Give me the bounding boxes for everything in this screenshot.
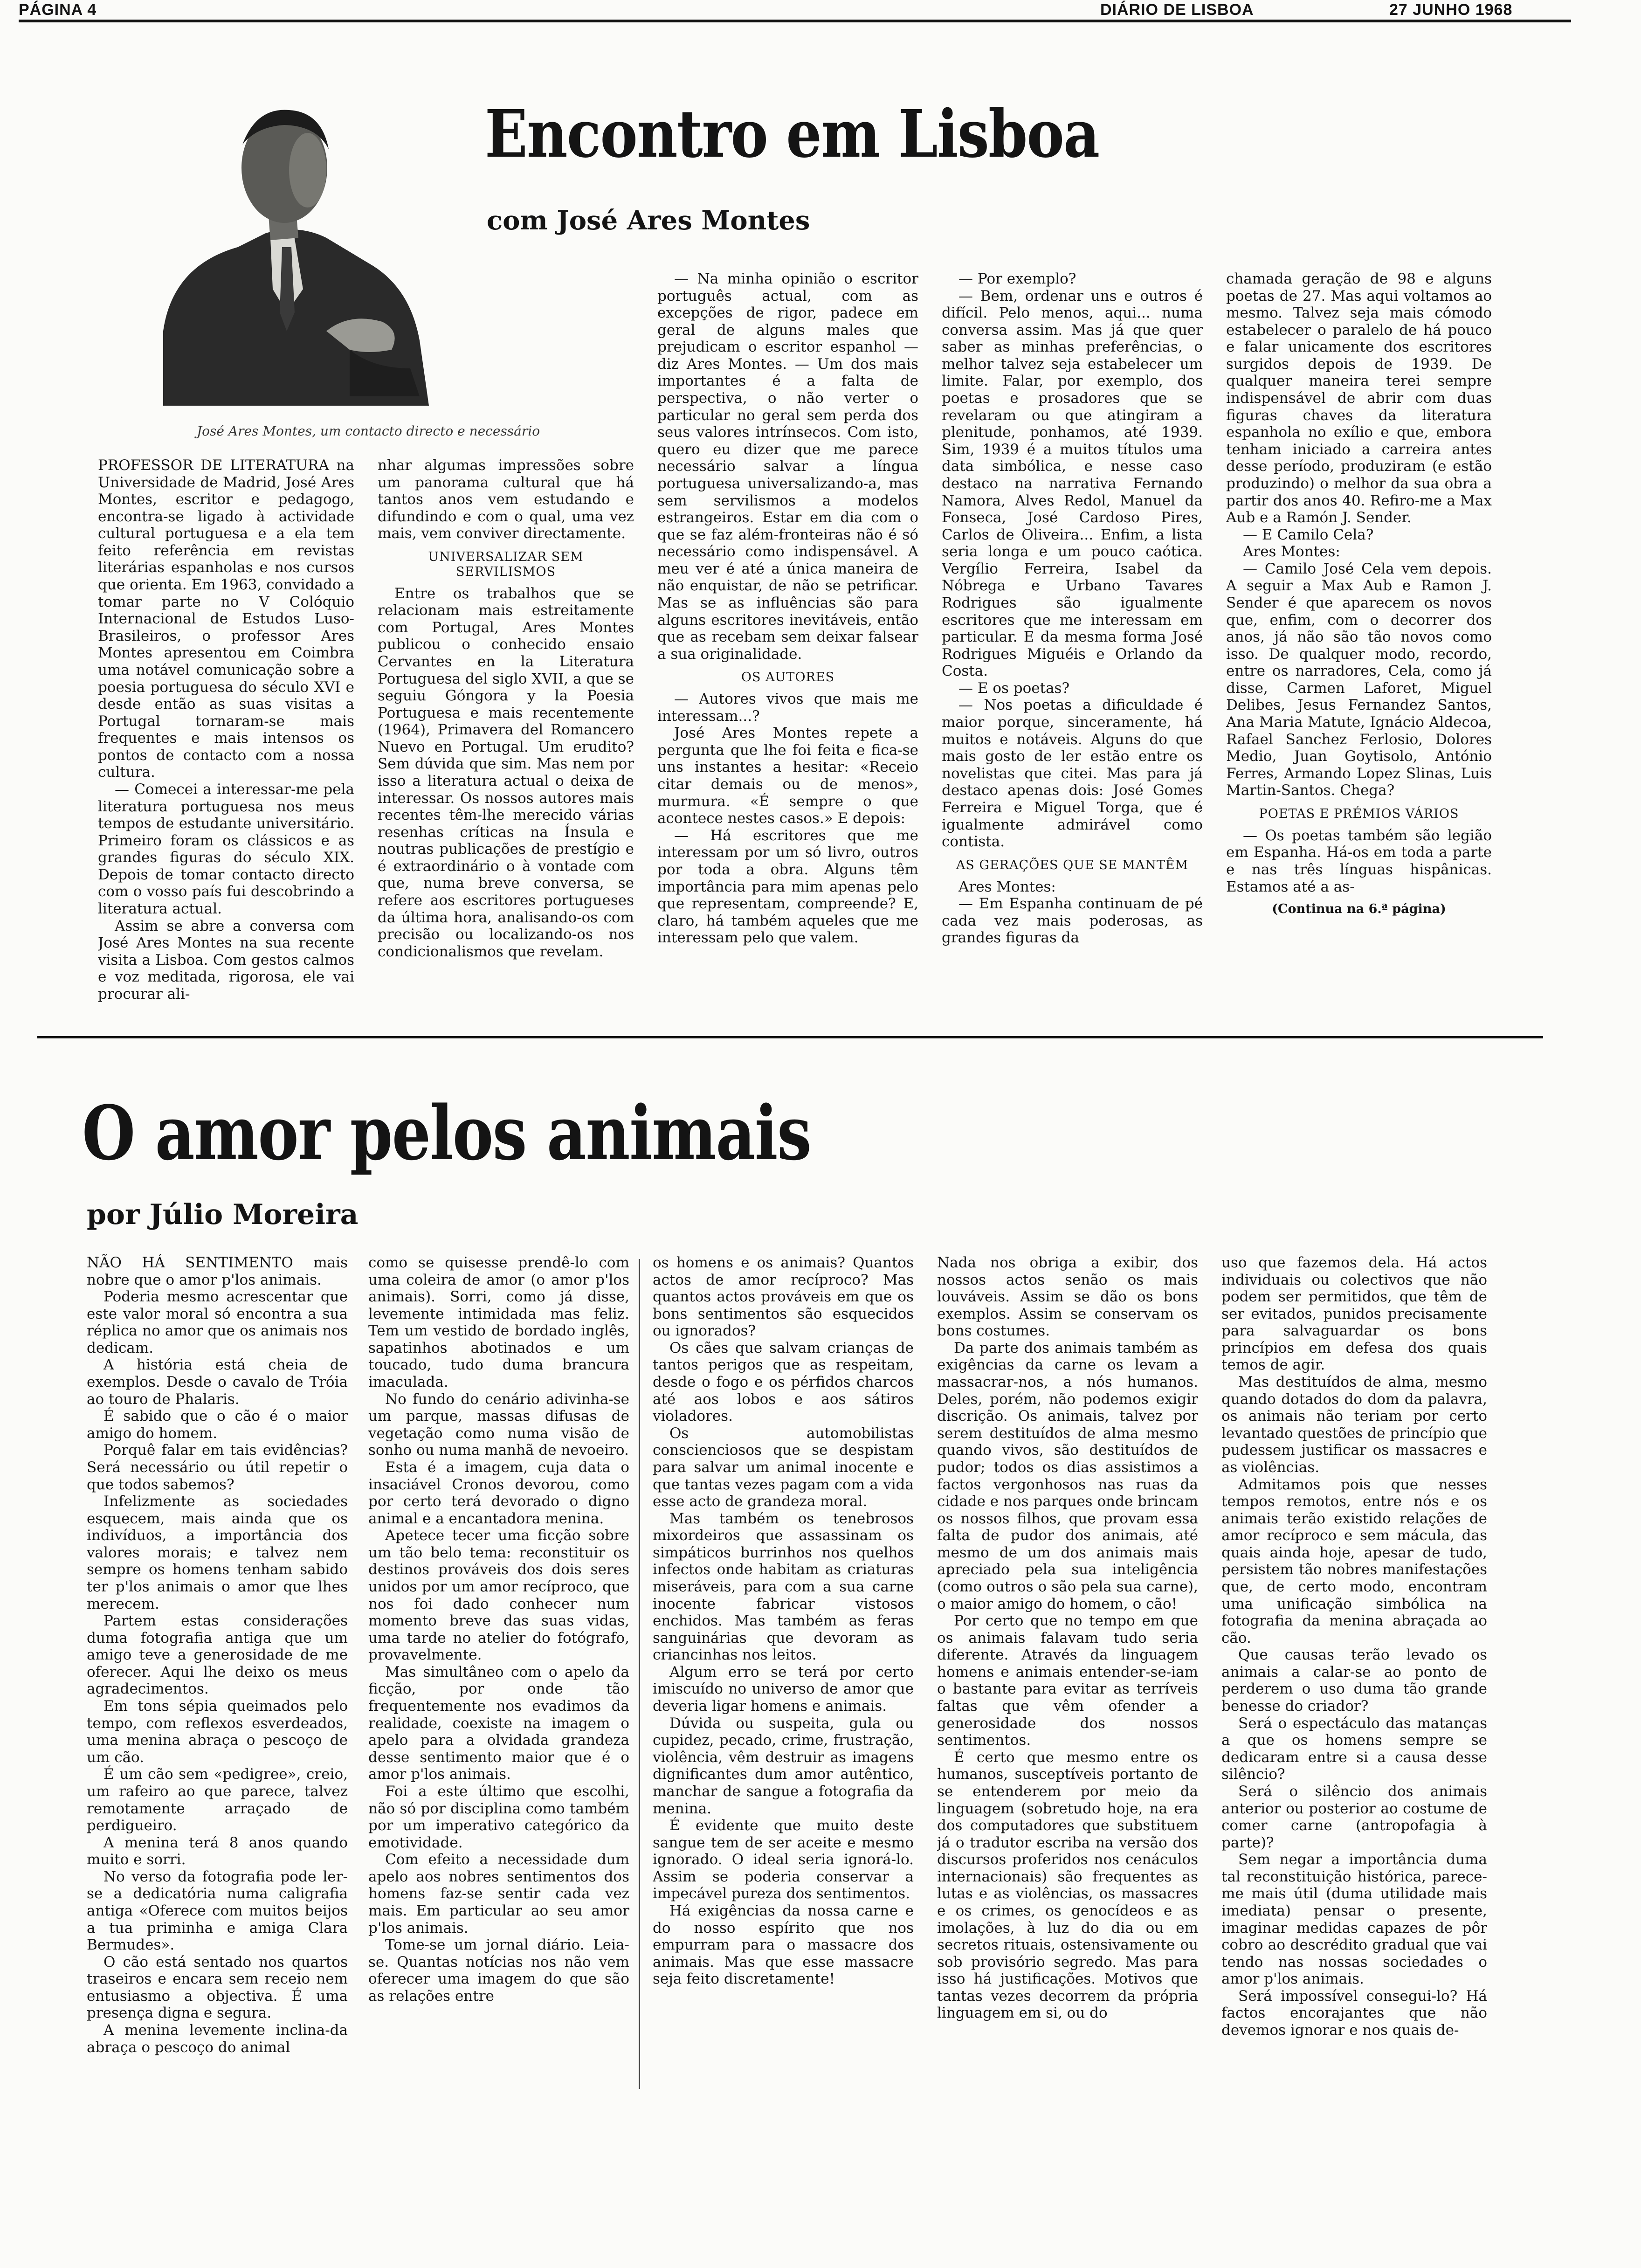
photo-caption: José Ares Montes, um contacto directo e necessário — [196, 423, 540, 439]
section-heading: OS AUTORES — [741, 670, 835, 685]
article2-paragraph: É um cão sem «pedigree», creio, um rafeiro ao que parece, talvez remotamente arraçado de perdigueiro. — [87, 1766, 348, 1834]
article2-paragraph: NÃO HÁ SENTIMENTO mais nobre que o amor p'los animais. — [87, 1254, 348, 1288]
article1-paragraph: — Os poetas também são legião em Espanha. Há-os em toda a parte e nas três línguas hispânicas. Estamos até a as- — [1226, 827, 1492, 895]
article2-paragraph: Algum erro se terá por certo imiscuído no universo de amor que deveria ligar homens e animais. — [653, 1663, 914, 1715]
article2-paragraph: É certo que mesmo entre os humanos, susceptíveis portanto de se entenderem por meio da linguagem (sobretudo hoje, na era dos computadores que substituem já o tradutor escriba na versão dos discursos proferidos nos cenáculos internacionais) são frequentes as lutas e as violências, os massacres e os crimes, os genocídeos e as imolações, à luz do dia ou em secretos rituais, ostensivamente ou sob provisório segredo. Mas para isso há justificações. Motivos que tantas vezes decorrem da própria linguagem em si, ou do — [937, 1749, 1198, 2022]
article2-paragraph: Por certo que no tempo em que os animais falavam tudo seria diferente. Através da linguagem homens e animais entender-se-iam o bastante para evitar as terríveis faltas que vêm ofender a generosidade dos nossos sentimentos. — [937, 1612, 1198, 1749]
article2-column-3 — [653, 1254, 914, 2089]
article2-paragraph: A história está cheia de exemplos. Desde o cavalo de Tróia ao touro de Phalaris. — [87, 1356, 348, 1408]
article2-paragraph: É evidente que muito deste sangue tem de ser aceite e mesmo ignorado. O ideal seria ignorá-lo. Assim se poderia conservar a impecável pureza dos sentimentos. — [653, 1817, 914, 1902]
article2-paragraph: Esta é a imagem, cuja data o insaciável Cronos devorou, como por certo terá devorado o digno animal e a encantadora menina. — [368, 1459, 629, 1527]
article1-title: Encontro em Lisboa — [485, 96, 1099, 173]
article2-paragraph: Dúvida ou suspeita, gula ou cupidez, pecado, crime, frustração, violência, vêm destruir as imagens dignificantes dum amor autêntico, manchar de sangue a fotografia da menina. — [653, 1715, 914, 1817]
article1-column-4 — [942, 270, 1203, 1021]
article2-paragraph: No fundo do cenário adivinha-se um parque, massas difusas de vegetação como numa visão de sonho ou numa manhã de nevoeiro. — [368, 1390, 629, 1459]
article2-paragraph: Mas também os tenebrosos mixordeiros que assassinam os simpáticos burrinhos nos quelhos infectos onde habitam as criaturas miseráveis, para com a sua carne inocente fabricar vistosos enchidos. Mas também as feras sanguinárias que devoram as criancinhas nos leitos. — [653, 1510, 914, 1664]
article2-paragraph: Há exigências da nossa carne e do nosso espírito que nos empurram para o massacre dos animais. Mas que esse massacre seja feito discretamente! — [653, 1902, 914, 1988]
article2-paragraph: Partem estas considerações duma fotografia antiga que um amigo teve a generosidade de me oferecer. Aqui lhe deixo os meus agradecimentos. — [87, 1612, 348, 1698]
article1-paragraph: Ares Montes: — [958, 878, 1056, 895]
article1-paragraph: — Autores vivos que mais me interessam...? — [657, 691, 918, 725]
article1-paragraph: — Comecei a interessar-me pela literatura portuguesa nos meus tempos de estudante universitário. Primeiro foram os clássicos e as grandes figuras do século XIX. Depois de tomar contacto directo com o vosso país fui descobrindo a literatura actual. — [98, 781, 354, 918]
article2-paragraph: Admitamos pois que nesses tempos remotos, entre nós e os animais terão existido relações de amor recíproco e sem mácula, das quais ainda hoje, apesar de tudo, persistem tão nobres manifestações que, de certo modo, encontram uma unificação simbólica na fotografia da menina abraçada ao cão. — [1221, 1476, 1487, 1646]
article2-paragraph: É sabido que o cão é o maior amigo do homem. — [87, 1408, 348, 1442]
article1-paragraph: — Na minha opinião o escritor português actual, com as excepções de rigor, padece em geral de alguns males que prejudicam o escritor espanhol — diz Ares Montes. — Um dos mais importantes é a falta de perspectiva, o não verter o particular no geral sem perda dos seus valores intrínsecos. Com isto, quero eu dizer que me parece necessário salvar a língua portuguesa universalizando-a, mas sem servilismos a modelos estrangeiros. Estar em dia com o que se faz além-fronteiras não é só necessário como indispensável. A meu ver é até a única maneira de não enquistar, de não se petrificar. Mas se as influências são para alguns escritores inevitáveis, então que as recebam sem deixar falsear a sua originalidade. — [657, 270, 918, 663]
article1-column-5 — [1226, 270, 1492, 1021]
article1-paragraph: — Nos poetas a dificuldade é maior porque, sinceramente, há muitos e notáveis. Alguns do que mais gosto de ler estão entre os novelistas que citei. Mas para já destaco apenas dois: José Gomes Ferreira e Miguel Torga, que é igualmente admirável como contista. — [942, 697, 1203, 850]
article2-column-4 — [937, 1254, 1198, 2089]
article2-paragraph: Mas destituídos de alma, mesmo quando dotados do dom da palavra, os animais não teriam por certo levantado questões de princípio que pudessem justificar os massacres e as violências. — [1221, 1374, 1487, 1476]
article2-paragraph: A menina levemente inclina-da abraça o pescoço do animal — [87, 2022, 348, 2056]
article2-column-5 — [1221, 1254, 1487, 2089]
article1-paragraph: chamada geração de 98 e alguns poetas de 27. Mas aqui voltamos ao mesmo. Talvez seja mais cómodo estabelecer o paralelo de há pouco e falar unicamente dos escritores surgidos depois de 1939. De qualquer maneira terei sempre indispensável de abrir com duas figuras chaves da literatura espanhola no exílio e que, embora tenham iniciado a carreira antes desse período, produziram (e estão produzindo) o melhor da sua obra a partir dos anos 40. Refiro-me a Max Aub e a Ramón J. Sender. — [1226, 270, 1492, 526]
article2-paragraph: Poderia mesmo acrescentar que este valor moral só encontra a sua réplica no amor que os animais nos dedicam. — [87, 1288, 348, 1356]
article2-paragraph: Será o espectáculo das matanças a que os homens sempre se dedicaram entre si a causa desse silêncio? — [1221, 1715, 1487, 1783]
article2-paragraph: Será impossível consegui-lo? Há factos encorajantes que não devemos ignorar e nos quais de- — [1221, 1987, 1487, 2039]
article2-paragraph: Em tons sépia queimados pelo tempo, com reflexos esverdeados, uma menina abraça o pescoço de um cão. — [87, 1698, 348, 1766]
article2-paragraph: Mas simultâneo com o apelo da ficção, por onde tão frequentemente nos evadimos da realidade, coexiste na imagem o apelo para a olvidada grandeza desse sentimento maior que é o amor p'los animais. — [368, 1663, 629, 1783]
article1-column-1 — [98, 457, 354, 1030]
article2-column-2 — [368, 1254, 629, 2089]
article2-paragraph: Os cães que salvam crianças de tantos perigos que as respeitam, desde o fogo e os pérfidos charcos até aos lobos e aos sátiros violadores. — [653, 1339, 914, 1425]
masthead-rule — [19, 20, 1571, 22]
article2-paragraph: Foi a este último que escolhi, não só por disciplina como também por um imperativo categórico da emotividade. — [368, 1783, 629, 1851]
article1-paragraph: PROFESSOR DE LITERATURA na Universidade de Madrid, José Ares Montes, escritor e pedagogo, encontra-se ligado à actividade cultural portuguesa e a ela tem feito referência em revistas literárias espanholas e nos cursos que orienta. Em 1963, convidado a tomar parte no V Colóquio Internacional de Estudos Luso-Brasileiros, o professor Ares Montes apresentou em Coimbra uma notável comunicação sobre a poesia portuguesa do século XVI e desde então as suas visitas a Portugal tornaram-se mais frequentes e mais intensos os pontos de contacto com a nossa cultura. — [98, 457, 354, 781]
article1-paragraph: — E Camilo Cela? — [1243, 526, 1374, 543]
article1-paragraph: Entre os trabalhos que se relacionam mais estreitamente com Portugal, Ares Montes publicou o conhecido ensaio Cervantes en la Literatura Portuguesa del siglo XVII, a que se seguiu Góngora y la Poesia Portuguesa e mais recentemente (1964), Primavera del Romancero Nuevo en Portugal. Um erudito? Sem dúvida que sim. Mas nem por isso a literatura actual o deixa de interessar. Os nossos autores mais recentes têm-lhe merecido várias resenhas críticas na Ínsula e noutras publicações de prestígio e é extraordinário o à vontade com que, numa breve conversa, se refere aos escritores portugueses da última hora, analisando-os com precisão ou localizando-os nos condicionalismos que revelam. — [378, 585, 634, 960]
article2-paragraph: O cão está sentado nos quartos traseiros e encara sem receio nem entusiasmo a objectiva. É uma presença digna e segura. — [87, 1953, 348, 2022]
article1-paragraph: José Ares Montes repete a pergunta que lhe foi feita e fica-se uns instantes a hesitar: «Receio citar demais ou de menos», murmura. «É sempre o que acontece nestes casos.» E depois: — [657, 725, 918, 827]
issue-date: 27 JUNHO 1968 — [1389, 1, 1513, 19]
article1-paragraph: Ares Montes: — [1243, 543, 1340, 560]
article2-paragraph: os homens e os animais? Quantos actos de amor recíproco? Mas quantos actos prováveis em que os bons sentimentos são esquecidos ou ignorados? — [653, 1254, 914, 1340]
article2-paragraph: Será o silêncio dos animais anterior ou posterior ao costume de comer carne (antropofagia à parte)? — [1221, 1783, 1487, 1851]
article2-title: O amor pelos animais — [82, 1089, 811, 1177]
section-heading: UNIVERSALIZAR SEM SERVILISMOS — [428, 549, 584, 579]
article2-paragraph: Porquê falar em tais evidências? Será necessário ou útil repetir o que todos sabemos? — [87, 1442, 348, 1493]
article1-paragraph: Assim se abre a conversa com José Ares Montes na sua recente visita a Lisboa. Com gestos calmos e voz meditada, rigorosa, ele vai procurar ali- — [98, 917, 354, 1003]
article1-paragraph: — Por exemplo? — [958, 270, 1076, 287]
section-heading: POETAS E PRÉMIOS VÁRIOS — [1259, 806, 1459, 821]
article2-byline: por Júlio Moreira — [87, 1198, 359, 1231]
article2-paragraph: Apetece tecer uma ficção sobre um tão belo tema: reconstituir os destinos prováveis dos dois seres unidos por um amor recíproco, que nos foi dado conhecer num momento breve das suas vidas, uma tarde no atelier do fotógrafo, provavelmente. — [368, 1527, 629, 1664]
article1-column-2 — [378, 457, 634, 1030]
article2-paragraph: Nada nos obriga a exibir, dos nossos actos senão os mais louváveis. Assim se dão os bons exemplos. Assim se conservam os bons costumes. — [937, 1254, 1198, 1340]
article1-column-3 — [657, 270, 918, 1021]
article2-paragraph: Da parte dos animais também as exigências da carne os levam a massacrar-nos, a nós humanos. Deles, porém, não podemos exigir discrição. Os animais, talvez por serem destituídos de alma mesmo quando vivos, são destituídos de pudor; todos os dias assistimos a factos vergonhosos nas ruas da cidade e nos parques onde brincam os nossos filhos, que provam essa falta de pudor dos animais, até mesmo de um dos animais mais apreciado pela sua inteligência (como outros o são pela sua carne), o maior amigo do homem, o cão! — [937, 1339, 1198, 1612]
column-rule — [639, 1259, 640, 2089]
portrait-photo — [131, 70, 448, 406]
newspaper-name: DIÁRIO DE LISBOA — [1100, 1, 1254, 19]
article1-paragraph: — Bem, ordenar uns e outros é difícil. Pelo menos, aqui... numa conversa assim. Mas já que quer saber as minhas preferências, o melhor talvez seja estabelecer um limite. Falar, por exemplo, dos poetas e prosadores que se revelaram ou que atingiram a plenitude, ponhamos, até 1939. Sim, 1939 é a muitos títulos uma data simbólica, e nesse caso destaco na narrativa Fernando Namora, Alves Redol, Manuel da Fonseca, José Cardoso Pires, Carlos de Oliveira... Enfim, a lista seria longa e um pouco caótica. Vergílio Ferreira, Isabel da Nóbrega e Urbano Tavares Rodrigues são igualmente escritores que me interessam em particular. E da mesma forma José Rodrigues Miguéis e Orlando da Costa. — [942, 287, 1203, 680]
article2-paragraph: Com efeito a necessidade dum apelo aos nobres sentimentos dos homens faz-se sentir cada vez mais. Em particular ao seu amor p'los animais. — [368, 1851, 629, 1936]
page-number: PÁGINA 4 — [19, 1, 97, 19]
article2-column-1 — [87, 1254, 348, 2089]
section-heading: AS GERAÇÕES QUE SE MANTÊM — [956, 857, 1189, 872]
article1-paragraph: — E os poetas? — [958, 679, 1070, 697]
article1-paragraph: — Em Espanha continuam de pé cada vez mais poderosas, as grandes figuras da — [942, 895, 1203, 947]
article2-paragraph: No verso da fotografia pode ler-se a dedicatória numa caligrafia antiga «Oferece com muitos beijos a tua priminha e amiga Clara Bermudes». — [87, 1868, 348, 1954]
article1-paragraph: — Camilo José Cela vem depois. A seguir a Max Aub e Ramon J. Sender é que aparecem os novos que, enfim, com o decorrer dos anos, já não são tão novos como isso. De qualquer modo, recordo, entre os narradores, Cela, como já disse, Carmen Laforet, Miguel Delibes, Jesus Fernandez Santos, Ana Maria Matute, Ignácio Aldecoa, Rafael Sanchez Ferlosio, Dolores Medio, Juan Goytisolo, António Ferres, Armando Lopez Slinas, Luis Martin-Santos. Chega? — [1226, 560, 1492, 799]
article1-subtitle: com José Ares Montes — [487, 205, 810, 236]
article2-paragraph: Tome-se um jornal diário. Leia-se. Quantas notícias nos não vem oferecer uma imagem do que são as relações entre — [368, 1936, 629, 2005]
article2-paragraph: Que causas terão levado os animais a calar-se ao ponto de perderem o uso duma tão grande benesse do criador? — [1221, 1646, 1487, 1715]
article2-paragraph: Sem negar a importância duma tal reconstituição histórica, parece-me mais útil (duma utilidade mais imediata) pensar o presente, imaginar medidas capazes de pôr cobro ao descrédito gradual que vai tendo nas nossas sociedades o amor p'los animais. — [1221, 1851, 1487, 1988]
article1-paragraph: — Há escritores que me interessam por um só livro, outros por toda a obra. Alguns têm importância para mim apenas pelo que representam, compreende? E, claro, há também aqueles que me interessam pelo que valem. — [657, 827, 918, 947]
article-separator — [37, 1036, 1543, 1038]
article2-paragraph: Infelizmente as sociedades esquecem, mais ainda que os indivíduos, a importância dos valores morais; e talvez nem sempre os homens tenham sabido ter p'los animais o amor que lhes merecem. — [87, 1493, 348, 1612]
article1-paragraph: nhar algumas impressões sobre um panorama cultural que há tantos anos vem estudando e difundindo e com o qual, uma vez mais, vem conviver directamente. — [378, 457, 634, 542]
article2-paragraph: A menina terá 8 anos quando muito e sorri. — [87, 1834, 348, 1868]
article2-paragraph: como se quisesse prendê-lo com uma coleira de amor (o amor p'los animais). Sorri, como já disse, levemente intimidada mas feliz. Tem um vestido de bordado inglês, sapatinhos abotinados e um toucado, tudo duma brancura imaculada. — [368, 1254, 629, 1391]
article2-paragraph: Os automobilistas conscienciosos que se despistam para salvar um animal inocente e que tantas vezes pagam com a vida esse acto de grandeza moral. — [653, 1424, 914, 1510]
article2-paragraph: uso que fazemos dela. Há actos individuais ou colectivos que não podem ser permitidos, que têm de ser evitados, punidos precisamente para salvaguardar os bons princípios em defesa dos quais temos de agir. — [1221, 1254, 1487, 1374]
continuation-note: (Continua na 6.ª página) — [1272, 902, 1446, 917]
